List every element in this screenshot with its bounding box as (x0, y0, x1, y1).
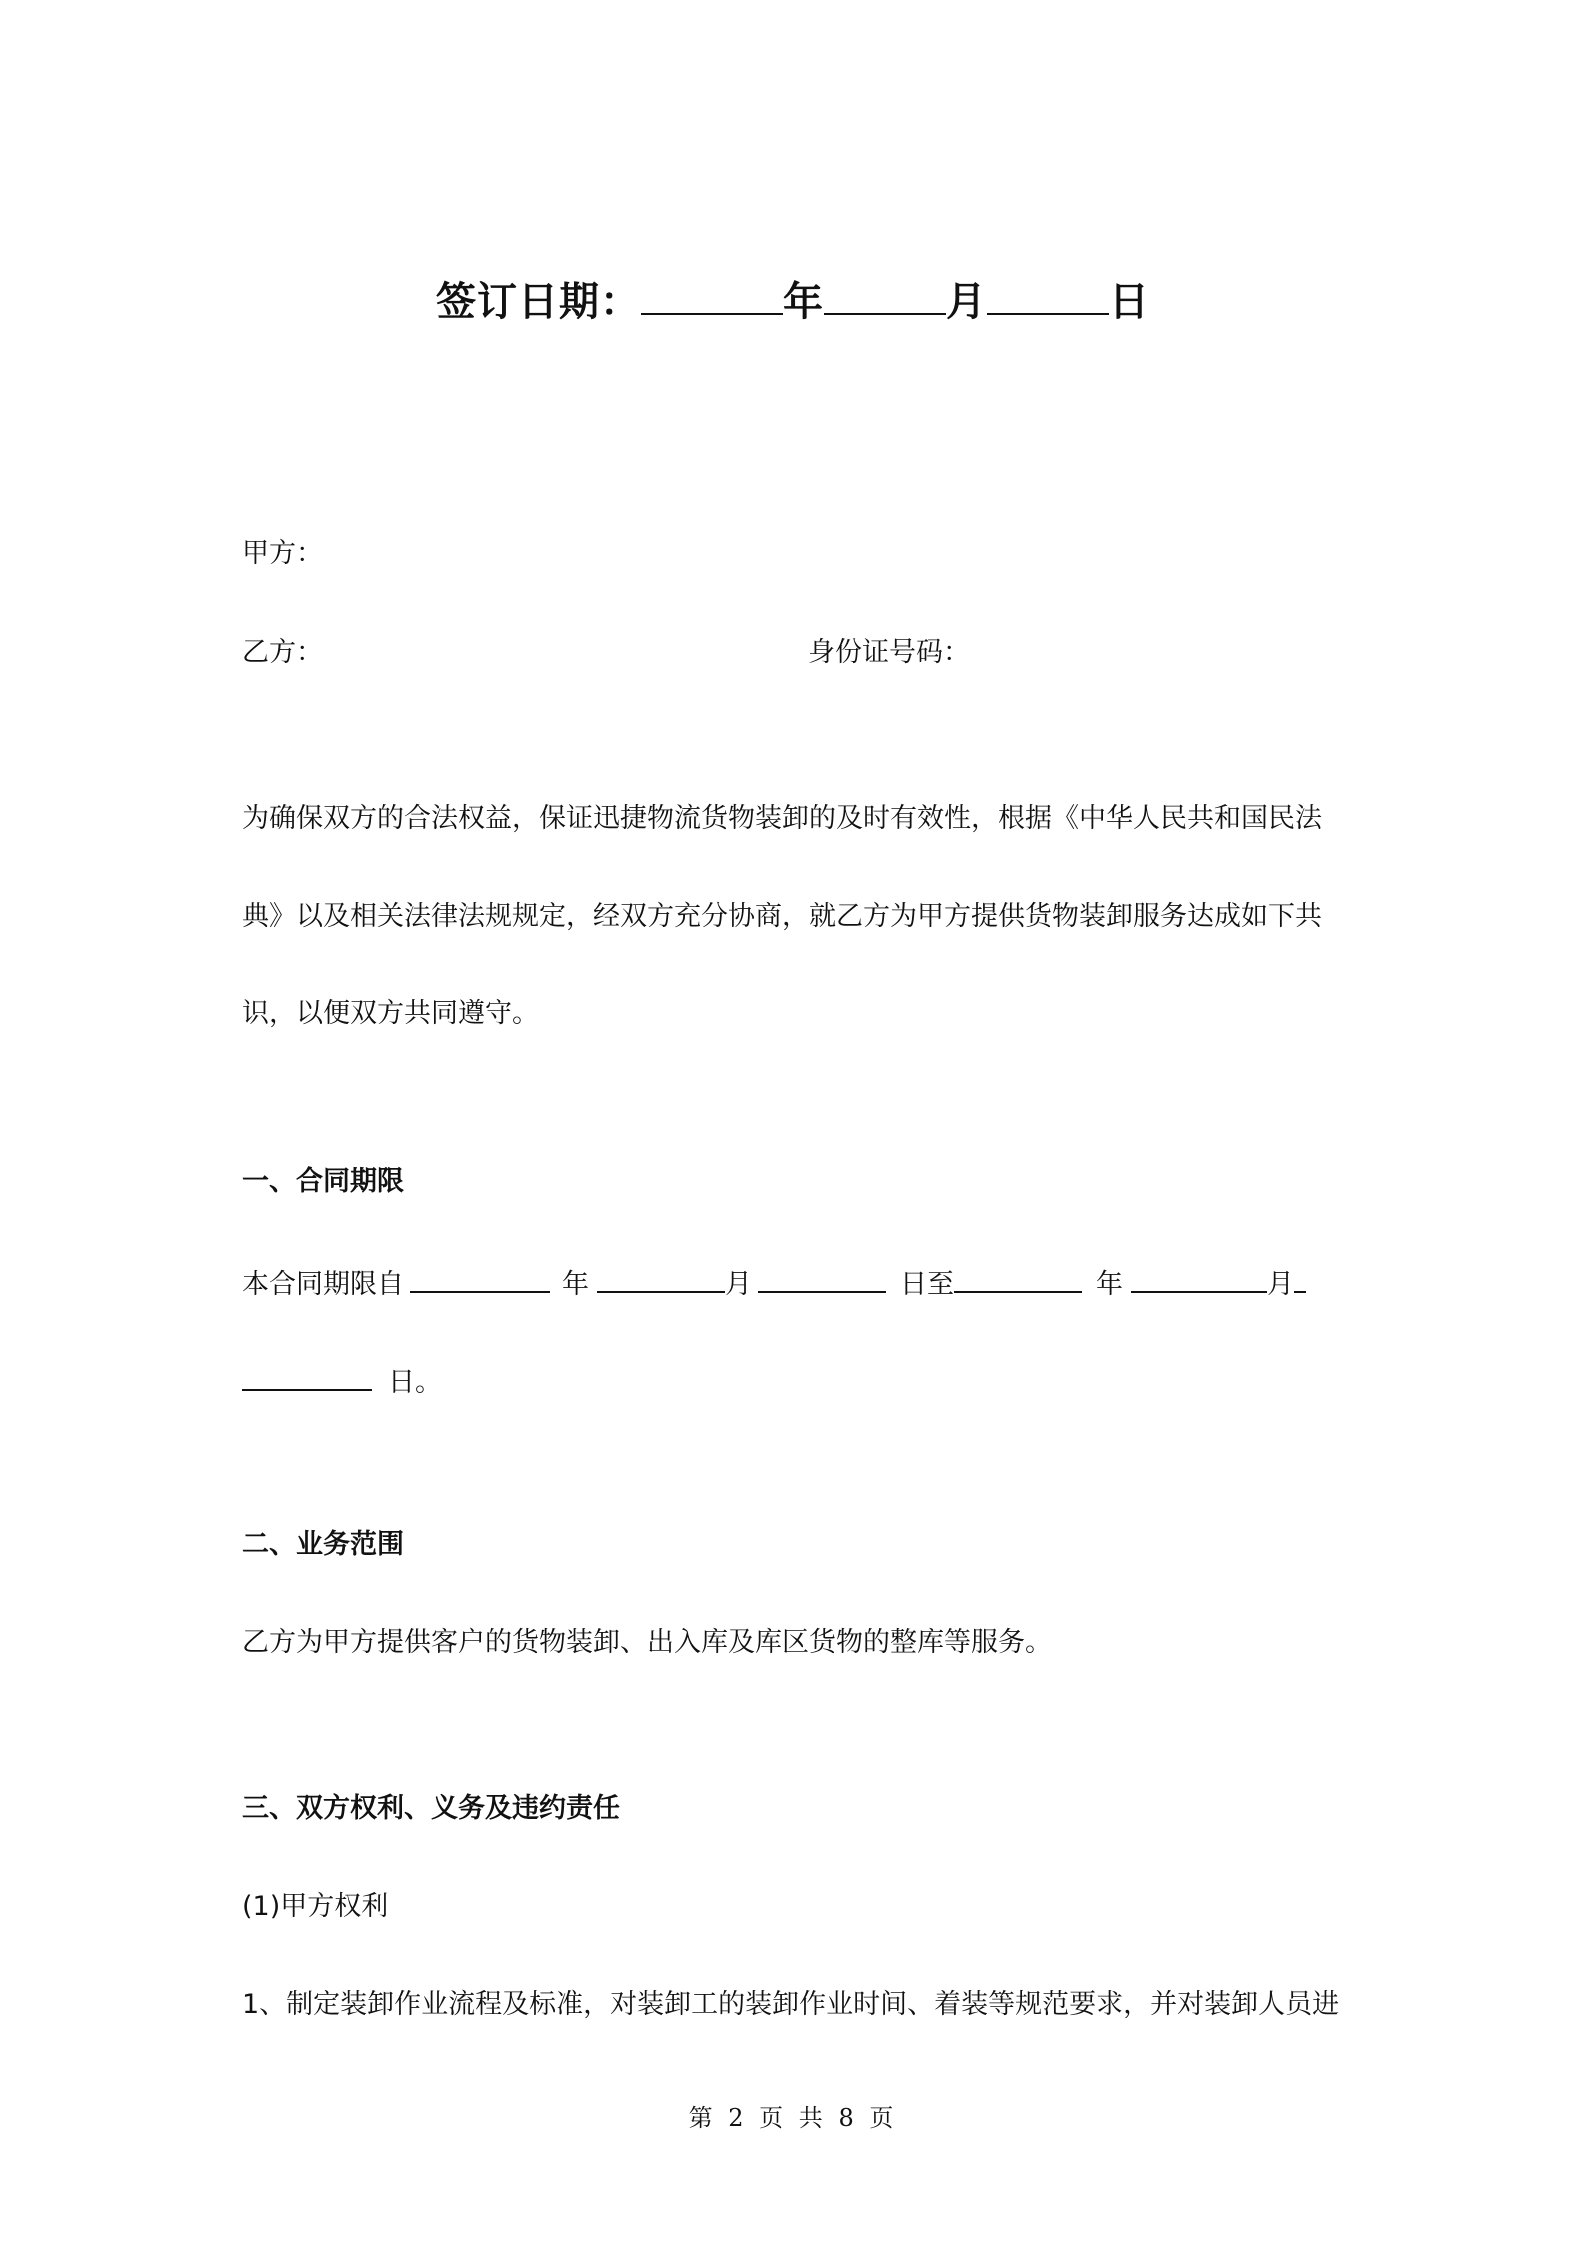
end-day-blank (242, 1363, 372, 1391)
term-month2-label: 月 (1267, 1269, 1294, 1300)
contract-term-line (242, 1265, 1306, 1302)
section-2-heading: 二、业务范围 (242, 1529, 404, 1560)
end-month-blank (1131, 1265, 1267, 1293)
end-month-tail-blank (1294, 1265, 1306, 1293)
party-a-rights-heading: (1)甲方权利 (242, 1891, 389, 1922)
term-year2-label: 年 (1096, 1269, 1123, 1300)
intro-line-3: 识，以便双方共同遵守。 (242, 998, 539, 1029)
signing-date-label: 签订日期： (436, 279, 641, 325)
section-1-heading: 一、合同期限 (242, 1166, 404, 1197)
party-a-label: 甲方： (242, 538, 323, 569)
id-number-label: 身份证号码： (808, 637, 970, 668)
day-blank (987, 277, 1109, 315)
year-label: 年 (783, 279, 824, 325)
term-year-label: 年 (562, 1269, 589, 1300)
term-day-to-label: 日至 (900, 1269, 954, 1300)
intro-line-2: 典》以及相关法律法规规定，经双方充分协商，就乙方为甲方提供货物装卸服务达成如下共 (242, 901, 1322, 932)
section-3-heading: 三、双方权利、义务及违约责任 (242, 1793, 620, 1824)
start-month-blank (597, 1265, 725, 1293)
signing-date-title (0, 270, 1586, 327)
business-scope-text: 乙方为甲方提供客户的货物装卸、出入库及库区货物的整库等服务。 (242, 1627, 1052, 1658)
term-month-label: 月 (725, 1269, 752, 1300)
contract-term-line-2 (242, 1363, 442, 1400)
intro-line-1: 为确保双方的合法权益，保证迅捷物流货物装卸的及时有效性，根据《中华人民共和国民法 (242, 803, 1322, 834)
end-year-blank (954, 1265, 1082, 1293)
month-label: 月 (946, 279, 987, 325)
rights-item-1: 1、制定装卸作业流程及标准，对装卸工的装卸作业时间、着装等规范要求，并对装卸人员进 (242, 1989, 1340, 2020)
year-blank (641, 277, 783, 315)
month-blank (824, 277, 946, 315)
term-prefix: 本合同期限自 (242, 1269, 404, 1300)
start-year-blank (410, 1265, 550, 1293)
start-day-blank (758, 1265, 886, 1293)
party-b-label: 乙方： (242, 637, 323, 668)
day-label: 日 (1109, 279, 1150, 325)
page-number-footer: 第 2 页 共 8 页 (688, 2104, 898, 2132)
term-day-end-label: 日。 (388, 1367, 442, 1398)
